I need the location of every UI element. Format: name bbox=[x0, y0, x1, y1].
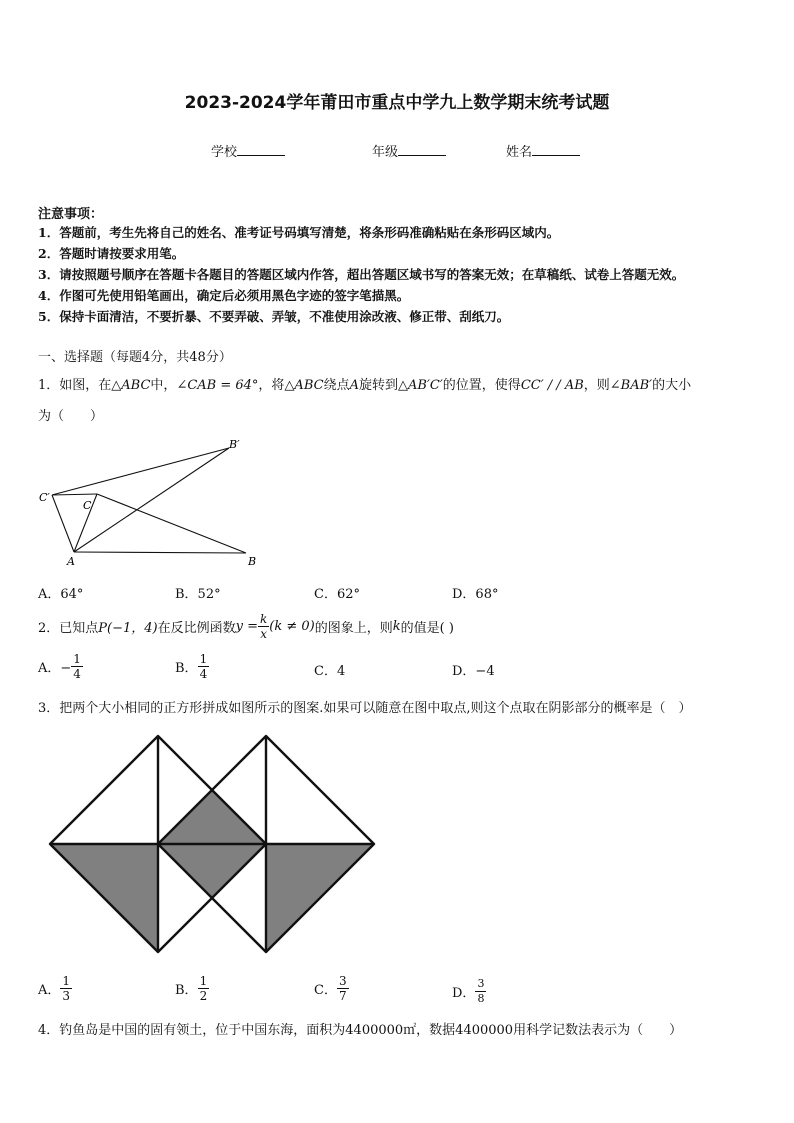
option-prefix: C． bbox=[314, 983, 337, 998]
q2-option-a-prefix: A．− bbox=[38, 661, 72, 676]
question-4-text: 4．钓鱼岛是中国的固有领土，位于中国东海，面积为4400000㎡，数据4400000用科学记数法表示为（ ） bbox=[38, 1023, 683, 1038]
denominator: 4 bbox=[73, 667, 81, 681]
option-fraction bbox=[337, 974, 349, 1003]
page-title: 2023-2024学年莆田市重点中学九上数学期末统考试题 bbox=[184, 93, 610, 113]
name-field bbox=[506, 141, 580, 160]
q1-part: 绕点 bbox=[323, 378, 350, 393]
denominator: 4 bbox=[199, 667, 208, 681]
note-item: 1．答题前，考生先将自己的姓名、准考证号码填写清楚，将条形码准确粘贴在条形码区域内。 bbox=[38, 225, 560, 240]
q2-part: 的图象上，则 bbox=[314, 621, 393, 636]
q1-parallel: CC′ / / AB bbox=[520, 378, 584, 393]
q2-condition: (k ≠ 0) bbox=[269, 619, 315, 634]
q2-option-b-fraction bbox=[198, 652, 210, 681]
q2-option-c[interactable]: C．4 bbox=[314, 664, 346, 679]
name-label: 姓名 bbox=[506, 145, 533, 160]
q1-angle: ∠CAB = 64° bbox=[176, 378, 259, 393]
numerator: 3 bbox=[338, 974, 347, 988]
q2-fraction bbox=[258, 612, 269, 641]
label-b: B bbox=[248, 555, 257, 568]
label-c: C bbox=[83, 499, 92, 512]
denominator: 8 bbox=[477, 992, 485, 1005]
q1-option-a[interactable]: A．64° bbox=[38, 587, 84, 602]
q2-part: 的值是( ) bbox=[400, 621, 454, 636]
q1-part: 旋转到 bbox=[358, 378, 398, 393]
q2-option-b[interactable] bbox=[175, 652, 209, 681]
option-prefix: D． bbox=[452, 986, 476, 1001]
q1-option-c[interactable]: C．62° bbox=[314, 587, 360, 602]
q2-option-a-fraction bbox=[71, 652, 83, 681]
denominator: 7 bbox=[338, 989, 347, 1003]
q1-angle: ∠BAB′ bbox=[609, 378, 653, 393]
q1-part: 中， bbox=[150, 378, 177, 393]
q3-figure bbox=[40, 730, 380, 960]
q2-part: 在反比例函数 bbox=[157, 621, 236, 636]
q2-y: y = bbox=[235, 619, 258, 634]
q1-part: 的大小 bbox=[652, 378, 692, 393]
school-blank bbox=[237, 143, 285, 156]
name-blank bbox=[532, 143, 580, 156]
note-item: 3．请按照题号顺序在答题卡各题目的答题区域内作答，超出答题区域书写的答案无效；在草稿纸、试卷上答题无效。 bbox=[38, 267, 685, 282]
numerator: 1 bbox=[199, 652, 208, 666]
numerator: 1 bbox=[73, 652, 81, 666]
q1-part: ，将 bbox=[258, 378, 285, 393]
q1-triangle: △AB′C′ bbox=[398, 378, 443, 393]
label-c-prime: C′ bbox=[39, 491, 50, 504]
q1-point: A bbox=[349, 378, 359, 393]
denominator: 2 bbox=[199, 989, 208, 1003]
section-heading: 一、选择题（每题4分，共48分） bbox=[38, 350, 232, 365]
school-field bbox=[211, 141, 285, 160]
q3-shaded-regions bbox=[50, 790, 374, 952]
question-3-text: 3．把两个大小相同的正方形拼成如图所示的图案.如果可以随意在图中取点,则这个点取在阴影部分的概率是（ ） bbox=[38, 701, 692, 716]
q2-part: 2．已知点 bbox=[38, 621, 99, 636]
q1-figure bbox=[30, 430, 280, 575]
question-1-text bbox=[38, 374, 691, 393]
question-2-text bbox=[38, 612, 454, 641]
q2-option-a[interactable] bbox=[38, 652, 83, 681]
q3-option-b[interactable] bbox=[175, 974, 209, 1003]
option-fraction bbox=[475, 977, 486, 1006]
question-1-line2: 为（ ） bbox=[38, 409, 104, 424]
grade-blank bbox=[398, 143, 446, 156]
q3-option-c[interactable] bbox=[314, 974, 349, 1003]
q2-point: P(−1，4) bbox=[98, 621, 158, 636]
grade-label: 年级 bbox=[372, 145, 399, 160]
notes-list bbox=[38, 222, 684, 327]
denominator: 3 bbox=[62, 989, 71, 1003]
option-prefix: A． bbox=[38, 983, 61, 998]
note-item: 2．答题时请按要求用笔。 bbox=[38, 246, 185, 261]
numerator: 1 bbox=[199, 974, 208, 988]
q1-triangle: △ABC bbox=[111, 378, 151, 393]
notes-heading: 注意事项： bbox=[38, 207, 104, 222]
q1-option-d[interactable]: D．68° bbox=[452, 587, 499, 602]
grade-field bbox=[372, 141, 446, 160]
option-prefix: B． bbox=[175, 983, 198, 998]
q1-part: ，则 bbox=[583, 378, 610, 393]
label-a: A bbox=[67, 555, 75, 568]
q2-option-b-prefix: B． bbox=[175, 661, 198, 676]
q3-option-d[interactable] bbox=[452, 977, 486, 1006]
q1-part: 1．如图，在 bbox=[38, 378, 112, 393]
q2-option-d[interactable]: D．−4 bbox=[452, 664, 495, 679]
q1-option-b[interactable]: B．52° bbox=[175, 587, 221, 602]
q1-part: 的位置，使得 bbox=[442, 378, 521, 393]
note-item: 5．保持卡面清洁，不要折暴、不要弄破、弄皱，不准使用涂改液、修正带、刮纸刀。 bbox=[38, 309, 510, 324]
q2-denominator: x bbox=[260, 627, 268, 641]
q2-numerator: k bbox=[260, 612, 268, 626]
note-item: 4．作图可先使用铅笔画出，确定后必须用黑色字迹的签字笔描黑。 bbox=[38, 288, 410, 303]
numerator: 1 bbox=[62, 974, 71, 988]
q1-triangle: △ABC bbox=[284, 378, 324, 393]
q2-k: k bbox=[392, 619, 401, 634]
option-fraction bbox=[198, 974, 210, 1003]
school-label: 学校 bbox=[211, 145, 238, 160]
option-fraction bbox=[60, 974, 72, 1003]
numerator: 3 bbox=[477, 977, 485, 990]
q3-option-a[interactable] bbox=[38, 974, 72, 1003]
label-b-prime: B′ bbox=[229, 438, 240, 451]
